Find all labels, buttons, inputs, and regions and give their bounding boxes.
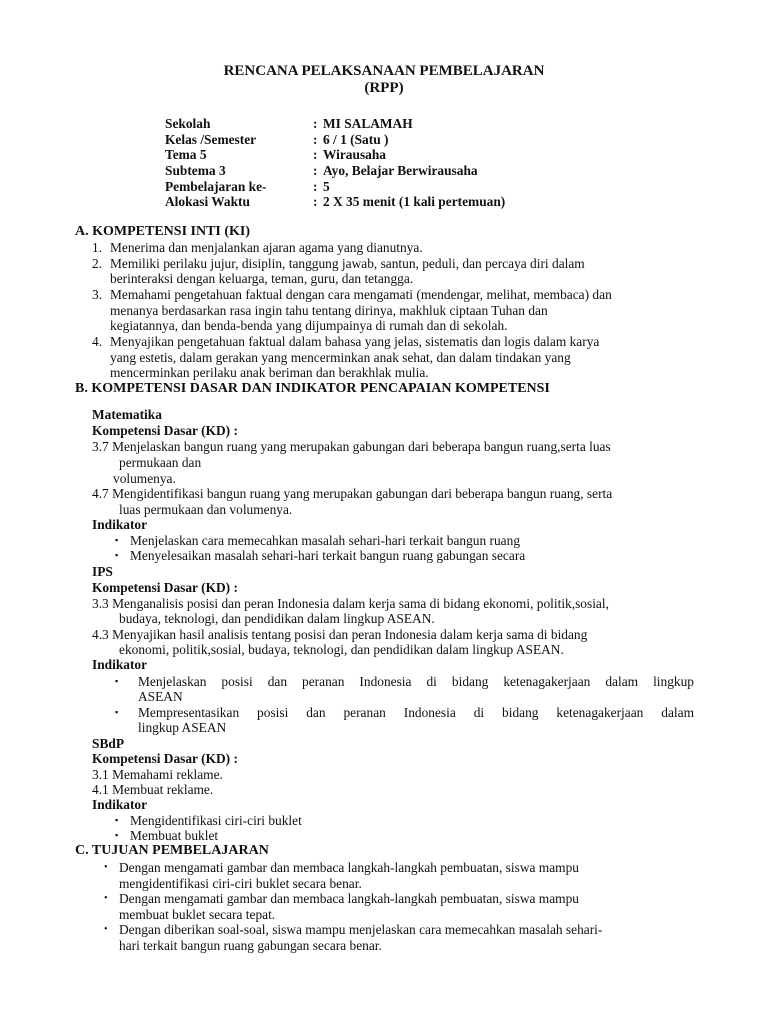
ki-text: Memiliki perilaku jujur, disiplin, tanggung jawab, santun, peduli, dan percaya diri dalam <box>110 256 585 271</box>
identity-value: Ayo, Belajar Berwirausaha <box>323 163 478 178</box>
ki-text: yang estetis, dalam gerakan yang mencerminkan anak sehat, dan dalam tindakan yang <box>110 350 571 365</box>
ki-number: 1. <box>92 240 103 255</box>
kd-label: Kompetensi Dasar (KD) : <box>92 580 238 595</box>
kd-item-cont: budaya, teknologi, dan pendidikan dalam lingkup ASEAN. <box>119 611 435 626</box>
indicator-label: Indikator <box>92 517 148 532</box>
indicator-item: Mengidentifikasi ciri-ciri buklet <box>130 813 302 828</box>
ki-text: menanya berdasarkan rasa ingin tahu tentang dirinya, makhluk ciptaan Tuhan dan <box>110 303 548 318</box>
square-bullet: ▪ <box>115 830 119 840</box>
square-bullet: ▪ <box>115 535 119 545</box>
ki-text: berinteraksi dengan keluarga, teman, guru, dan tetangga. <box>110 271 414 286</box>
identity-colon: : <box>313 116 318 131</box>
indicator-item: Menjelaskan cara memecahkan masalah sehari-hari terkait bangun ruang <box>130 533 521 548</box>
identity-value: 2 X 35 menit (1 kali pertemuan) <box>323 194 506 209</box>
identity-colon: : <box>313 132 318 147</box>
identity-value: 5 <box>323 179 330 194</box>
indicator-item: Membuat buklet <box>130 828 219 843</box>
ki-number: 4. <box>92 334 103 349</box>
ki-number: 2. <box>92 256 103 271</box>
kd-item: 3.3 Menganalisis posisi dan peran Indonesia dalam kerja sama di bidang ekonomi, politik,sosial, <box>92 596 609 611</box>
identity-label: Sekolah <box>165 116 211 131</box>
round-bullet: • <box>104 893 108 904</box>
objective-item: Dengan mengamati gambar dan membaca langkah-langkah pembuatan, siswa mampu <box>119 891 579 906</box>
objective-item: Dengan diberikan soal-soal, siswa mampu menjelaskan cara memecahkan masalah sehari- <box>119 922 603 937</box>
ki-text: Memahami pengetahuan faktual dengan cara mengamati (mendengar, melihat, membaca) dan <box>110 287 612 302</box>
indicator-item: Mempresentasikan posisi dan peranan Indonesia di bidang ketenagakerjaan dalam <box>138 705 694 720</box>
kd-item-cont: volumenya. <box>113 471 176 486</box>
identity-label: Tema 5 <box>165 147 207 162</box>
indicator-label: Indikator <box>92 657 148 672</box>
objective-item-cont: mengidentifikasi ciri-ciri buklet secara benar. <box>119 876 362 891</box>
kd-item-cont: ekonomi, politik,sosial, budaya, teknologi, dan pendidikan dalam lingkup ASEAN. <box>119 642 564 657</box>
kd-item: 4.3 Menyajikan hasil analisis tentang posisi dan peran Indonesia dalam kerja sama di bidang <box>92 627 588 642</box>
ki-text: Menerima dan menjalankan ajaran agama yang dianutnya. <box>110 240 423 255</box>
subject-heading: Matematika <box>92 407 162 422</box>
kd-item-cont: luas permukaan dan volumenya. <box>119 502 293 517</box>
ki-text: kegiatannya, dan benda-benda yang dijumpainya di rumah dan di sekolah. <box>110 318 508 333</box>
indicator-item-cont: lingkup ASEAN <box>138 720 227 735</box>
objective-item-cont: membuat buklet secara tepat. <box>119 907 276 922</box>
subject-heading: IPS <box>92 564 113 579</box>
square-bullet: ▪ <box>115 815 119 825</box>
indicator-item: Menjelaskan posisi dan peranan Indonesia di bidang ketenagakerjaan dalam lingkup <box>138 674 694 689</box>
document-subtitle: (RPP) <box>364 80 404 96</box>
identity-colon: : <box>313 194 318 209</box>
section-c-heading: C. TUJUAN PEMBELAJARAN <box>75 843 269 858</box>
round-bullet: • <box>104 924 108 935</box>
identity-label: Alokasi Waktu <box>165 194 250 209</box>
identity-label: Subtema 3 <box>165 163 226 178</box>
document-title: RENCANA PELAKSANAAN PEMBELAJARAN <box>223 63 545 79</box>
square-bullet: ▪ <box>115 707 119 717</box>
ki-text: Menyajikan pengetahuan faktual dalam bahasa yang jelas, sistematis dan logis dalam karya <box>110 334 600 349</box>
indicator-label: Indikator <box>92 797 148 812</box>
square-bullet: ▪ <box>115 676 119 686</box>
ki-number: 3. <box>92 287 103 302</box>
section-b-heading: B. KOMPETENSI DASAR DAN INDIKATOR PENCAPAIAN KOMPETENSI <box>75 381 550 396</box>
subject-heading: SBdP <box>92 736 125 751</box>
identity-value: Wirausaha <box>323 147 387 162</box>
kd-item: 4.1 Membuat reklame. <box>92 782 214 797</box>
kd-label: Kompetensi Dasar (KD) : <box>92 423 238 438</box>
kd-item: 3.7 Menjelaskan bangun ruang yang merupakan gabungan dari beberapa bangun ruang,serta luas <box>92 439 611 454</box>
objective-item: Dengan mengamati gambar dan membaca langkah-langkah pembuatan, siswa mampu <box>119 860 579 875</box>
round-bullet: • <box>104 862 108 873</box>
ki-text: mencerminkan perilaku anak beriman dan berakhlak mulia. <box>110 365 429 380</box>
indicator-item: Menyelesaikan masalah sehari-hari terkait bangun ruang gabungan secara <box>130 548 526 563</box>
kd-item: 4.7 Mengidentifikasi bangun ruang yang merupakan gabungan dari beberapa bangun ruang, serta <box>92 486 613 501</box>
identity-value: MI SALAMAH <box>323 116 413 131</box>
identity-label: Pembelajaran ke- <box>165 179 267 194</box>
section-a-heading: A. KOMPETENSI INTI (KI) <box>75 224 251 239</box>
identity-label: Kelas /Semester <box>165 132 257 147</box>
kd-item: 3.1 Memahami reklame. <box>92 767 223 782</box>
indicator-item-cont: ASEAN <box>138 689 183 704</box>
kd-label: Kompetensi Dasar (KD) : <box>92 751 238 766</box>
identity-value: 6 / 1 (Satu ) <box>323 132 389 147</box>
kd-item-cont: permukaan dan <box>119 455 202 470</box>
identity-colon: : <box>313 179 318 194</box>
identity-colon: : <box>313 163 318 178</box>
identity-colon: : <box>313 147 318 162</box>
objective-item-cont: hari terkait bangun ruang gabungan secara benar. <box>119 938 382 953</box>
square-bullet: ▪ <box>115 550 119 560</box>
